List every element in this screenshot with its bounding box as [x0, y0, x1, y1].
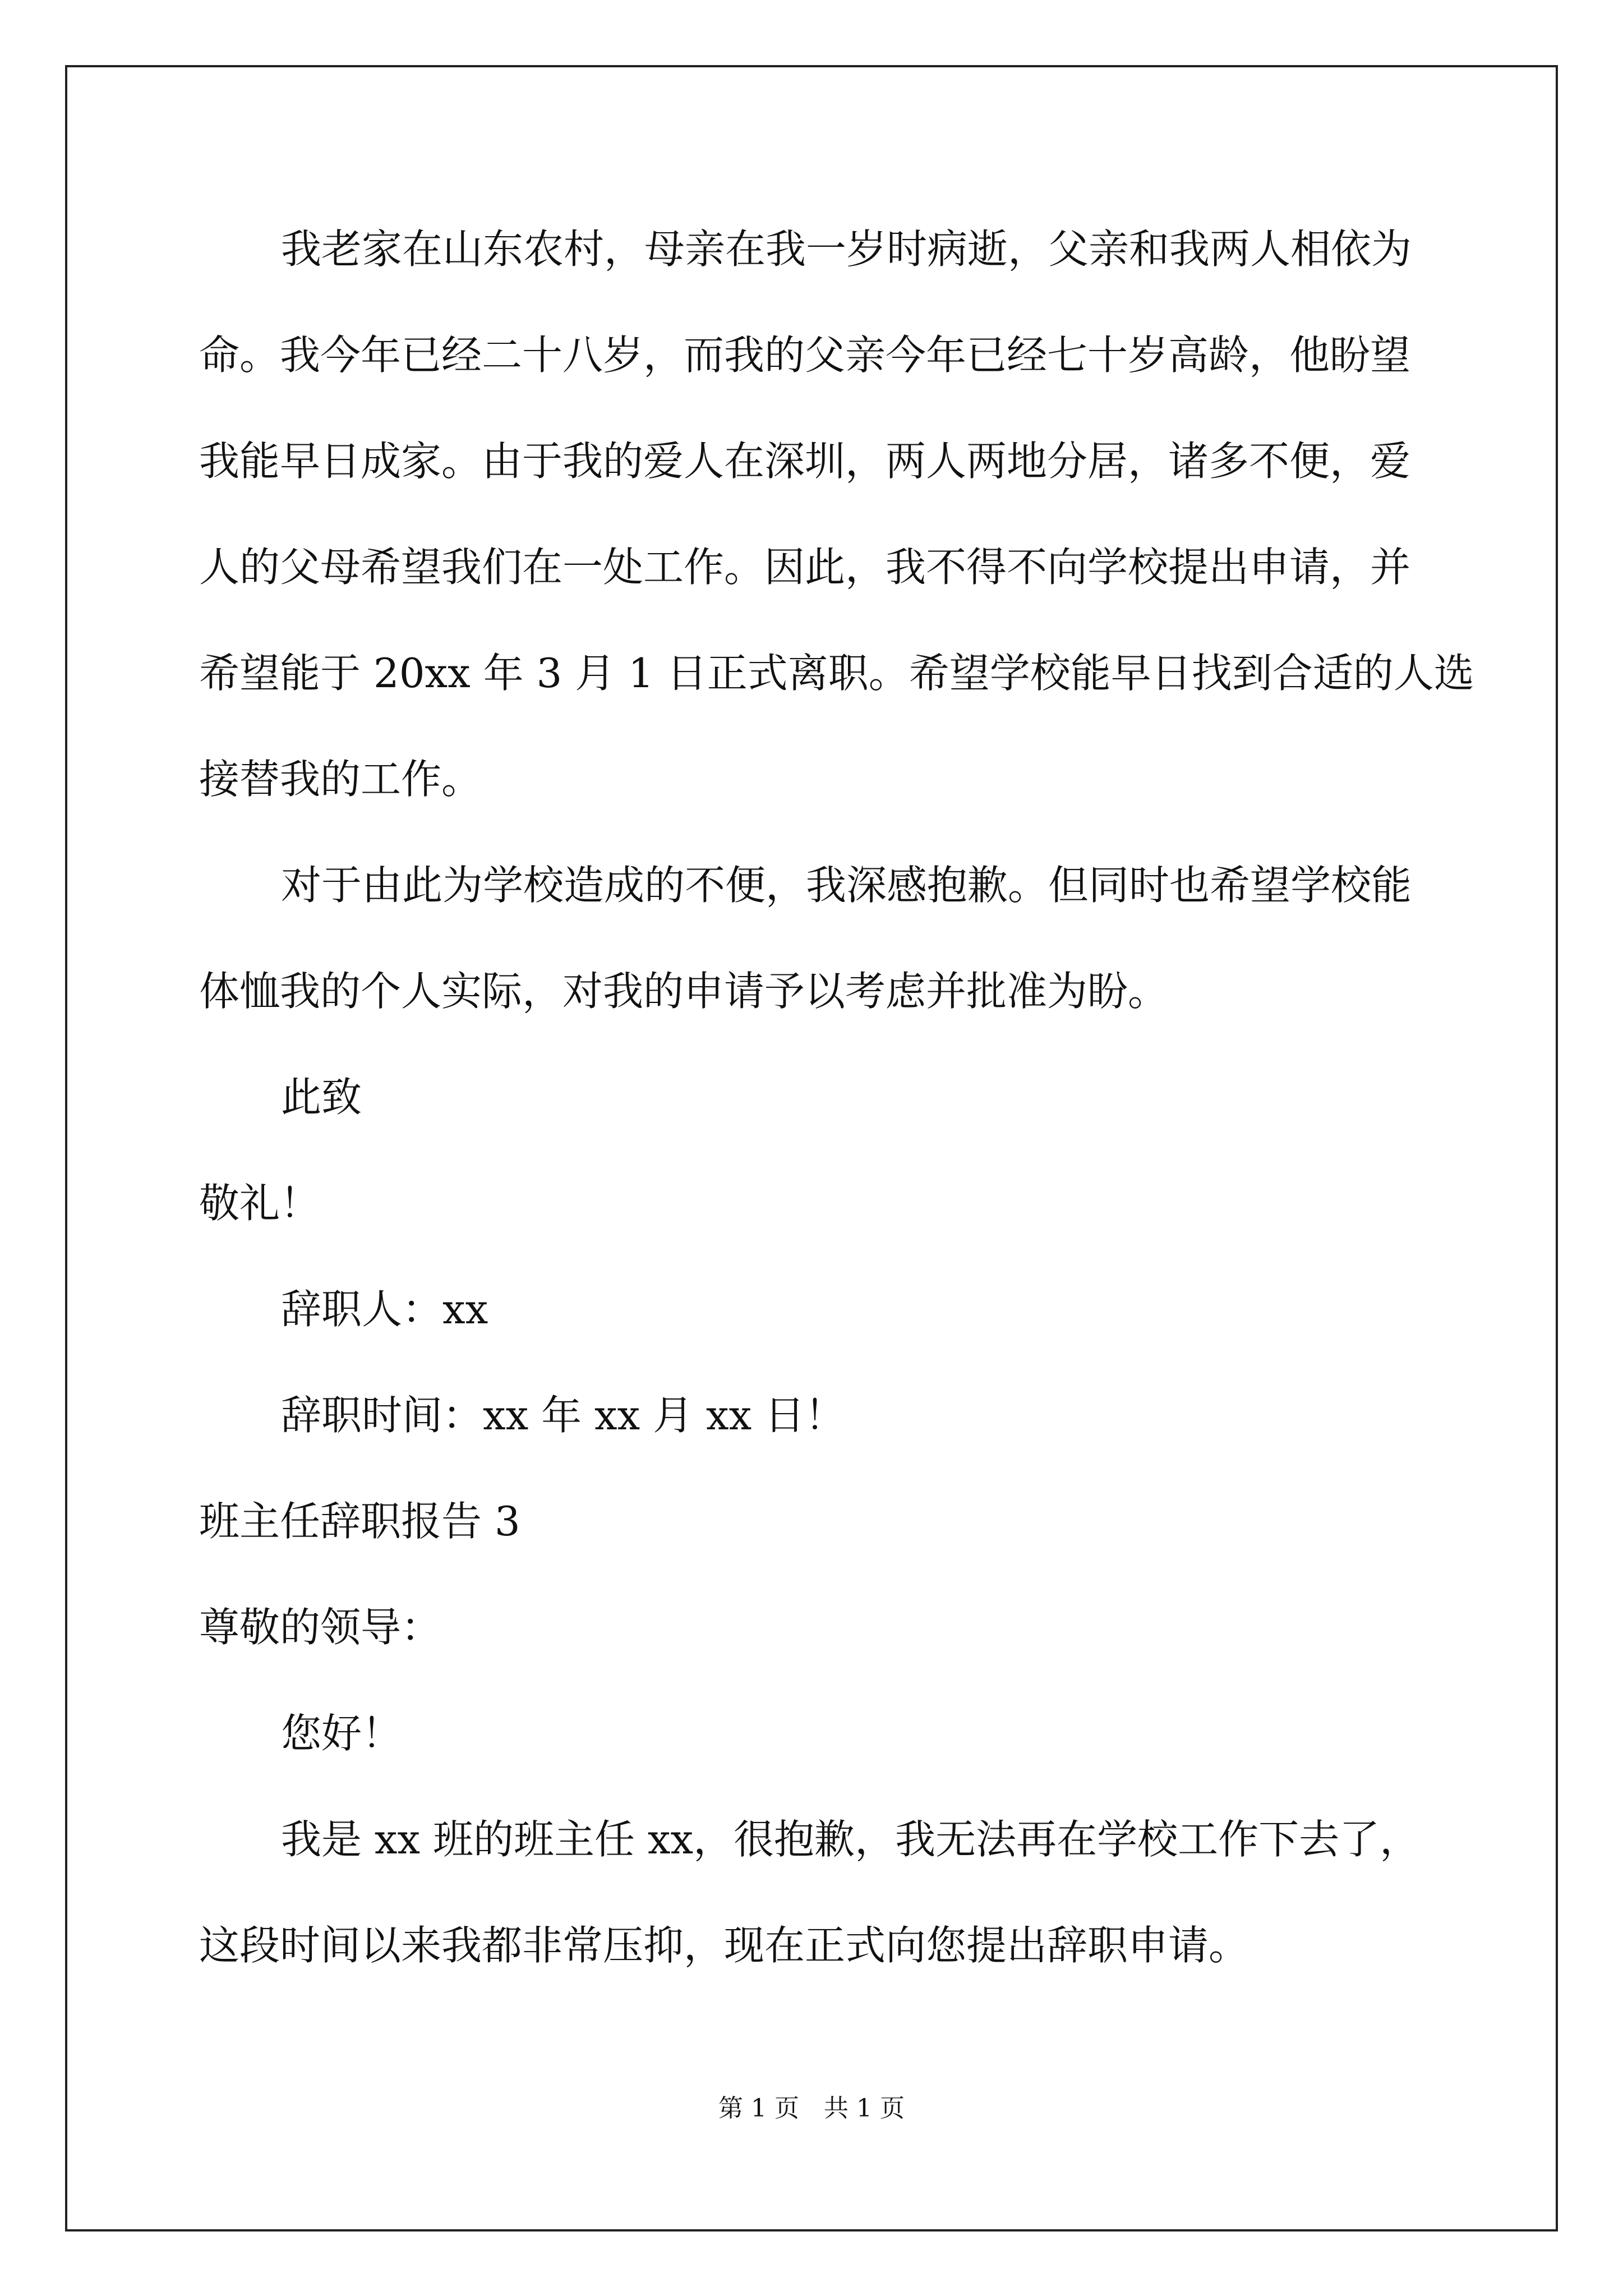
page-number-footer: 第 1 页 共 1 页 [718, 2094, 905, 2123]
text-line: 对于由此为学校造成的不便，我深感抱歉。但同时也希望学校能 [281, 862, 1412, 909]
text-line: 班主任辞职报告 3 [199, 1498, 520, 1545]
closing-salutation [199, 1045, 1433, 1151]
resignation-date [199, 1363, 1433, 1469]
text-line: 体恤我的个人实际，对我的申请予以考虑并批准为盼。 [199, 968, 1169, 1015]
text-line: 这段时间以来我都非常压抑，现在正式向您提出辞职申请。 [199, 1922, 1249, 1969]
text-line: 您好！ [281, 1710, 403, 1757]
text-line: 接替我的工作。 [199, 756, 482, 803]
text-line: 希望能于 20xx 年 3 月 1 日正式离职。希望学校能早日找到合适的人选 [199, 650, 1474, 697]
text-line: 人的父母希望我们在一处工作。因此，我不得不向学校提出申请，并 [199, 544, 1411, 591]
text-line: 此致 [281, 1074, 362, 1121]
paragraph-family-situation [199, 196, 1474, 832]
letter-greeting [199, 1575, 1433, 1681]
letter-hello [199, 1681, 1433, 1787]
signer-name [199, 1257, 1433, 1363]
text-line: 命。我今年已经二十八岁，而我的父亲今年已经七十岁高龄，他盼望 [199, 332, 1411, 379]
text-line: 尊敬的领导： [199, 1604, 442, 1651]
text-line: 辞职时间：xx 年 xx 月 xx 日！ [281, 1392, 846, 1439]
section-title [199, 1469, 1433, 1575]
paragraph-introduction [199, 1787, 1433, 1999]
text-line: 敬礼！ [199, 1180, 321, 1227]
document-body [199, 196, 1474, 1999]
text-line: 辞职人：xx [281, 1286, 488, 1333]
text-line: 我老家在山东农村，母亲在我一岁时病逝，父亲和我两人相依为 [281, 226, 1412, 273]
closing-regards [199, 1151, 1433, 1257]
text-line: 我能早日成家。由于我的爱人在深圳，两人两地分居，诸多不便，爱 [199, 438, 1411, 485]
paragraph-apology [199, 832, 1433, 1045]
text-line: 我是 xx 班的班主任 xx，很抱歉，我无法再在学校工作下去了， [281, 1816, 1421, 1863]
